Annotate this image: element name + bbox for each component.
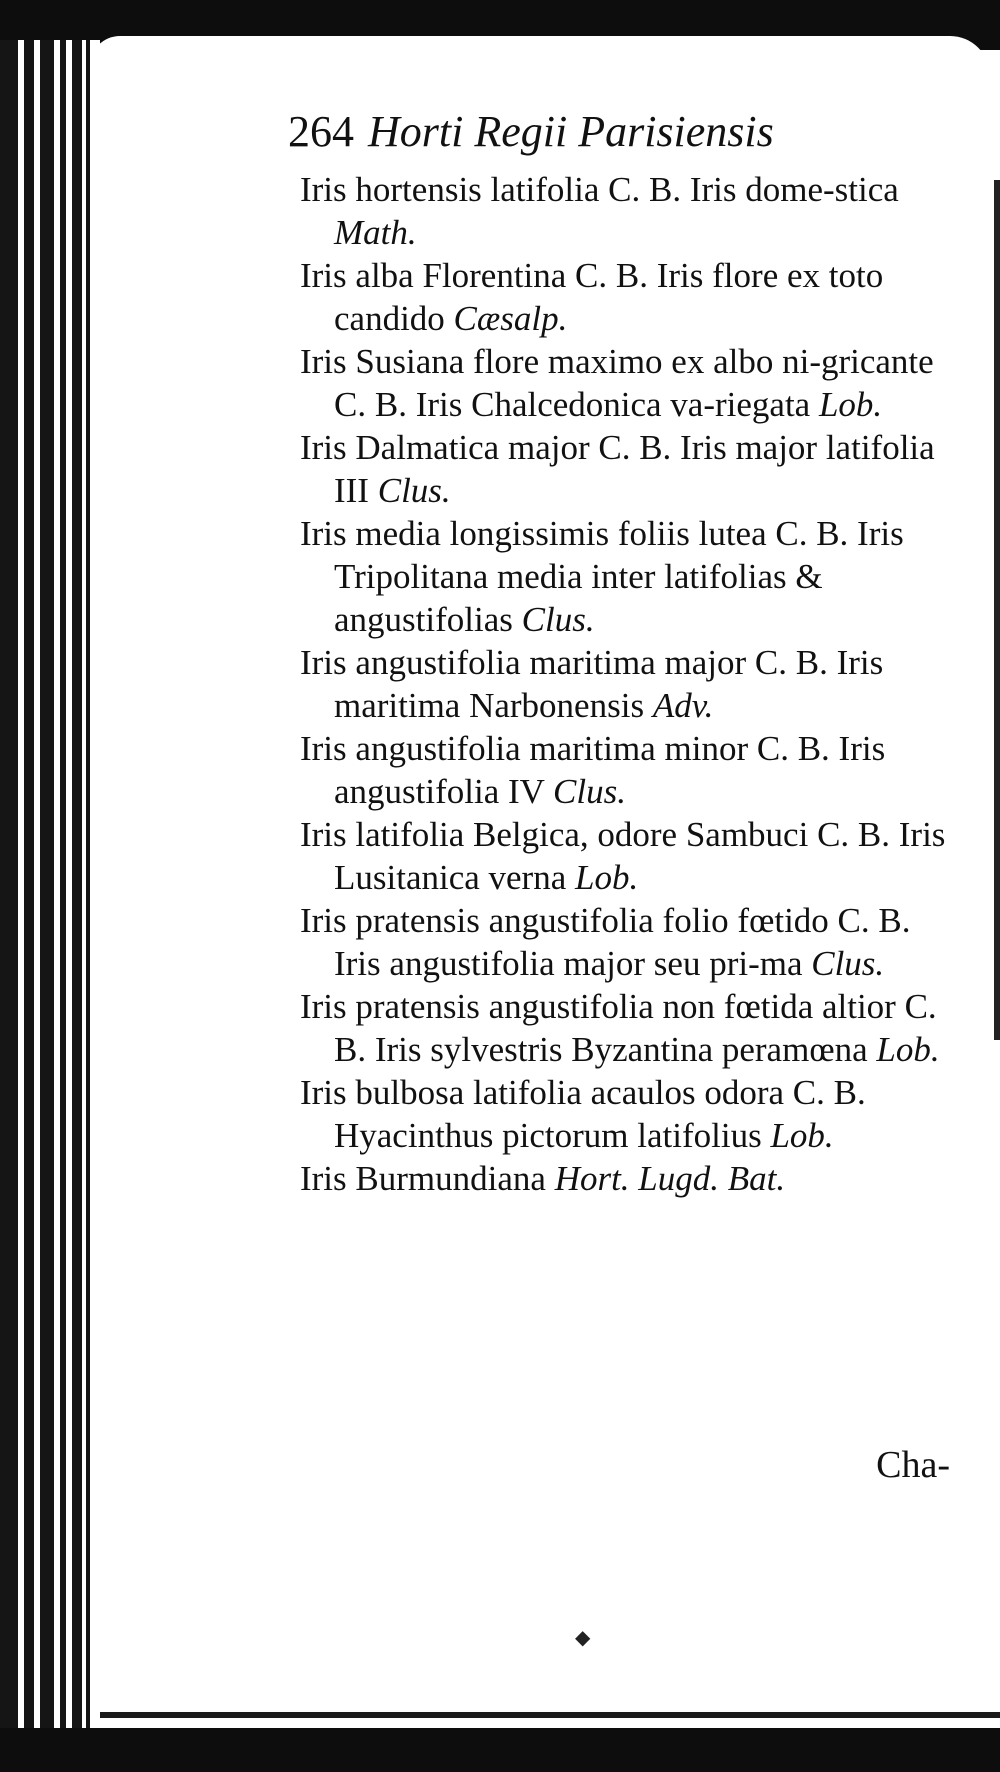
plant-entry [300, 168, 950, 254]
entry-name: Iris pratensis angustifolia folio fœtido C. B. Iris angustifolia major seu pri-ma [300, 901, 911, 983]
entry-source: Lob. [818, 385, 883, 424]
running-title: Horti Regii Parisiensis [368, 107, 774, 156]
plant-entry [300, 340, 950, 426]
plant-entry [300, 512, 950, 641]
plant-entry [300, 1157, 950, 1200]
entry-source: Hort. Lugd. Bat. [554, 1159, 786, 1198]
catchword: Cha- [876, 1444, 950, 1486]
entry-source: Cæsalp. [453, 299, 568, 338]
entry-name: Iris bulbosa latifolia acaulos odora C. B. Hyacinthus pictorum latifolius [300, 1073, 866, 1155]
page-number: 264 [288, 107, 354, 156]
entry-source: Lob. [876, 1030, 940, 1069]
running-header [288, 100, 908, 164]
plant-entry [300, 727, 950, 813]
entry-name: Iris Burmundiana [300, 1159, 546, 1198]
entry-source: Clus. [377, 471, 451, 510]
entry-source: Math. [334, 213, 417, 252]
entry-name: Iris angustifolia maritima minor C. B. Iris angustifolia IV [300, 729, 886, 811]
ornament-mark: ◆ [575, 1627, 591, 1649]
plant-entry [300, 899, 950, 985]
entry-name: Iris alba Florentina C. B. Iris flore ex toto candido [300, 256, 884, 338]
entry-name: Iris pratensis angustifolia non fœtida altior C. B. Iris sylvestris Byzantina peramœna [300, 987, 937, 1069]
entry-name: Iris angustifolia maritima major C. B. Iris maritima Narbonensis [300, 643, 884, 725]
entry-source: Lob. [770, 1116, 834, 1155]
plant-list [300, 168, 950, 1200]
plant-entry [300, 426, 950, 512]
plant-entry [300, 254, 950, 340]
plant-entry [300, 813, 950, 899]
plant-entry [300, 1071, 950, 1157]
entry-name: Iris Susiana flore maximo ex albo ni-gricante C. B. Iris Chalcedonica va-riegata [300, 342, 934, 424]
entry-name: Iris Dalmatica major C. B. Iris major latifolia III [300, 428, 935, 510]
entry-source: Clus. [553, 772, 626, 811]
plant-entry [300, 641, 950, 727]
entry-name: Iris media longissimis foliis lutea C. B. Iris Tripolitana media inter latifolias & angustifolias [300, 514, 904, 639]
entry-source: Adv. [652, 686, 714, 725]
plant-entry [300, 985, 950, 1071]
entry-name: Iris hortensis latifolia C. B. Iris dome-stica [300, 170, 899, 209]
entry-source: Clus. [521, 600, 595, 639]
entry-source: Clus. [811, 944, 885, 983]
entry-source: Lob. [575, 858, 639, 897]
entry-name: Iris latifolia Belgica, odore Sambuci C. B. Iris Lusitanica verna [300, 815, 946, 897]
